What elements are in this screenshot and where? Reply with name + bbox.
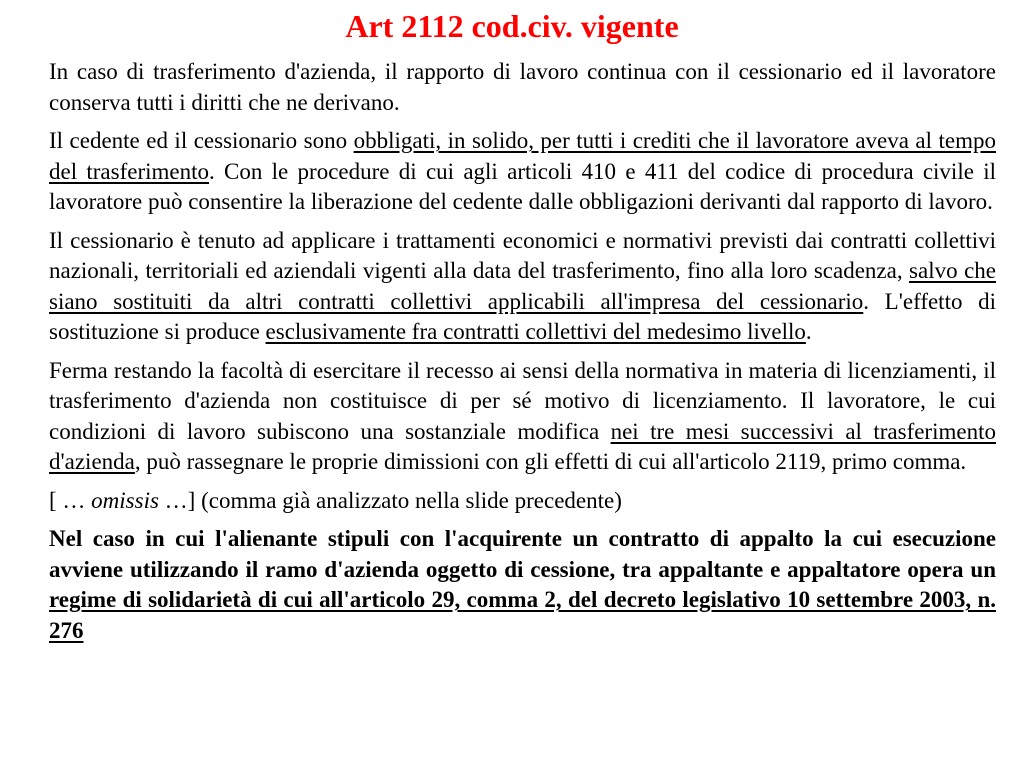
paragraph-4-underlined-1: nei tre mesi successivi al trasferimento d'azienda xyxy=(49,418,996,474)
paragraph-3 xyxy=(49,226,996,348)
paragraph-5 xyxy=(49,486,996,517)
paragraph-2-text-2: . Con le procedure di cui agli articoli 410 e 411 del codice di procedura civile il lavoratore può consentire la liberazione del cedente dalle obbligazioni derivanti dal rapporto di lavoro. xyxy=(49,158,996,214)
paragraph-4 xyxy=(49,356,996,478)
paragraph-5-text-2: …] (comma già analizzato nella slide precedente) xyxy=(158,487,622,513)
paragraph-3-text-1: Il cessionario è tenuto ad applicare i trattamenti economici e normativi previsti dai contratti collettivi nazionali, territoriali ed aziendali vigenti alla data del trasferimento, fino alla loro scadenza, xyxy=(49,227,996,283)
paragraph-6 xyxy=(49,524,996,646)
paragraph-3-underlined-1: salvo che siano sostituiti da altri contratti collettivi applicabili all'impresa del cessionario xyxy=(49,258,996,314)
paragraph-6-underlined-1: regime di solidarietà di cui all'articolo 29, comma 2, del decreto legislativo 10 settembre 2003, n. 276 xyxy=(49,587,996,643)
paragraph-2-underlined-1: obbligati, in solido, per tutti i crediti che il lavoratore aveva al tempo del trasferimento xyxy=(49,128,996,184)
paragraph-4-text-2: , può rassegnare le proprie dimissioni con gli effetti di cui all'articolo 2119, primo comma. xyxy=(134,449,967,474)
paragraph-3-text-2: . L'effetto di sostituzione si produce xyxy=(49,288,996,344)
slide-title: Art 2112 cod.civ. vigente xyxy=(345,8,679,44)
paragraph-2 xyxy=(49,126,996,218)
paragraph-2-text-1: Il cedente ed il cessionario sono xyxy=(49,128,354,153)
paragraph-5-italic: omissis xyxy=(91,487,159,513)
paragraph-3-text-3: . xyxy=(805,319,812,344)
slide-body xyxy=(49,57,996,654)
paragraph-4-text-1: Ferma restando la facoltà di esercitare il recesso ai sensi della normativa in materia di licenziamenti, il trasferimento d'azienda non costituisce di per sé motivo di licenziamento. Il lavoratore, le cui condizioni di lavoro subiscono una sostanziale modifica xyxy=(49,357,996,444)
paragraph-1-text: In caso di trasferimento d'azienda, il rapporto di lavoro continua con il cessionario ed il lavoratore conserva tutti i diritti che ne derivano. xyxy=(49,59,996,115)
paragraph-3-underlined-2: esclusivamente fra contratti collettivi del medesimo livello xyxy=(265,319,806,344)
paragraph-5-text-1: [ … xyxy=(49,487,92,513)
paragraph-6-text-1: Nel caso in cui l'alienante stipuli con l'acquirente un contratto di appalto la cui esecuzione avviene utilizzando il ramo d'azienda oggetto di cessione, tra appaltante e appaltatore opera un xyxy=(49,526,996,582)
paragraph-1 xyxy=(49,57,996,118)
